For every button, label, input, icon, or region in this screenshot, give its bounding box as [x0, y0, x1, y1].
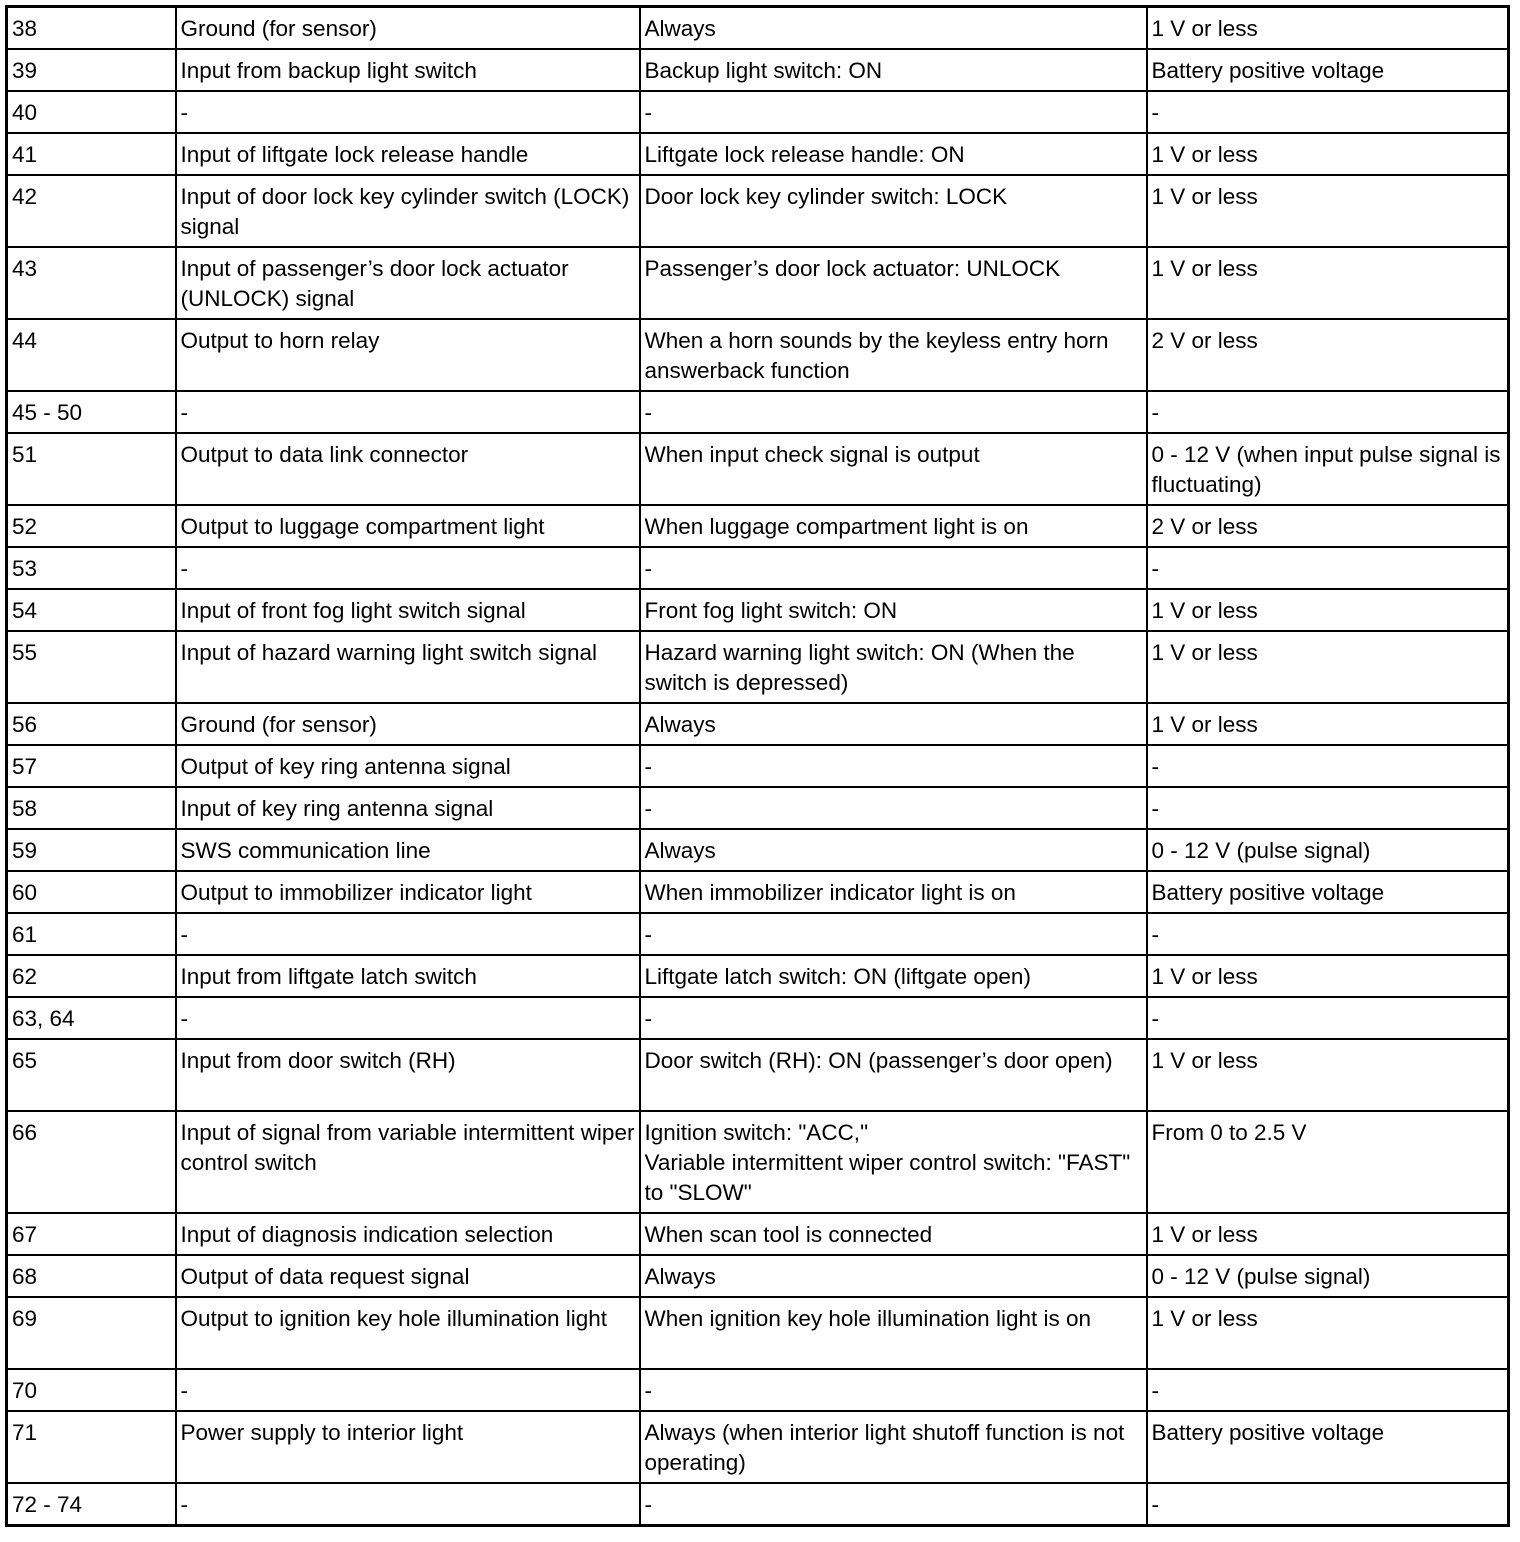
description-cell: Ground (for sensor): [176, 703, 640, 745]
voltage-cell: 1 V or less: [1147, 1297, 1509, 1369]
condition-cell: -: [640, 913, 1147, 955]
condition-cell: Liftgate latch switch: ON (liftgate open): [640, 955, 1147, 997]
voltage-cell: 1 V or less: [1147, 175, 1509, 247]
pin-number-cell: 43: [7, 247, 176, 319]
table-row: [7, 1039, 1509, 1111]
description-cell: Input of signal from variable intermittent wiper control switch: [176, 1111, 640, 1213]
pin-number-cell: 41: [7, 133, 176, 175]
condition-cell: Door lock key cylinder switch: LOCK: [640, 175, 1147, 247]
description-cell: -: [176, 91, 640, 133]
description-cell: Ground (for sensor): [176, 7, 640, 50]
condition-cell: Hazard warning light switch: ON (When the switch is depressed): [640, 631, 1147, 703]
pin-number-cell: 66: [7, 1111, 176, 1213]
table-row: [7, 589, 1509, 631]
voltage-cell: -: [1147, 1369, 1509, 1411]
table-row: [7, 1213, 1509, 1255]
table-row: [7, 91, 1509, 133]
description-cell: Input from backup light switch: [176, 49, 640, 91]
pin-number-cell: 55: [7, 631, 176, 703]
pin-number-cell: 62: [7, 955, 176, 997]
table-row: [7, 505, 1509, 547]
table-row: [7, 319, 1509, 391]
pin-number-cell: 54: [7, 589, 176, 631]
condition-cell: When scan tool is connected: [640, 1213, 1147, 1255]
description-cell: Output to horn relay: [176, 319, 640, 391]
table-row: [7, 829, 1509, 871]
voltage-cell: -: [1147, 787, 1509, 829]
condition-cell: Front fog light switch: ON: [640, 589, 1147, 631]
table-row: [7, 1411, 1509, 1483]
table-row: [7, 433, 1509, 505]
condition-cell: When ignition key hole illumination light is on: [640, 1297, 1147, 1369]
description-cell: Output to immobilizer indicator light: [176, 871, 640, 913]
voltage-cell: -: [1147, 391, 1509, 433]
pin-number-cell: 52: [7, 505, 176, 547]
description-cell: Input of door lock key cylinder switch (LOCK) signal: [176, 175, 640, 247]
table-row: [7, 175, 1509, 247]
voltage-cell: 1 V or less: [1147, 7, 1509, 50]
condition-cell: -: [640, 547, 1147, 589]
voltage-cell: From 0 to 2.5 V: [1147, 1111, 1509, 1213]
condition-cell: -: [640, 745, 1147, 787]
pin-number-cell: 40: [7, 91, 176, 133]
table-row: [7, 1369, 1509, 1411]
table-row: [7, 745, 1509, 787]
voltage-cell: 0 - 12 V (pulse signal): [1147, 1255, 1509, 1297]
voltage-cell: 0 - 12 V (pulse signal): [1147, 829, 1509, 871]
condition-cell: -: [640, 91, 1147, 133]
table-row: [7, 871, 1509, 913]
pin-number-cell: 63, 64: [7, 997, 176, 1039]
condition-cell: Door switch (RH): ON (passenger’s door open): [640, 1039, 1147, 1111]
voltage-cell: 2 V or less: [1147, 319, 1509, 391]
pin-number-cell: 72 - 74: [7, 1483, 176, 1526]
condition-cell: -: [640, 997, 1147, 1039]
table-row: [7, 547, 1509, 589]
condition-cell: Ignition switch: "ACC," Variable intermittent wiper control switch: "FAST" to "SLOW": [640, 1111, 1147, 1213]
condition-cell: When luggage compartment light is on: [640, 505, 1147, 547]
pin-number-cell: 71: [7, 1411, 176, 1483]
condition-cell: Always: [640, 703, 1147, 745]
voltage-cell: 1 V or less: [1147, 955, 1509, 997]
table-row: [7, 49, 1509, 91]
voltage-cell: 0 - 12 V (when input pulse signal is fluctuating): [1147, 433, 1509, 505]
table-row: [7, 787, 1509, 829]
table-row: [7, 7, 1509, 50]
pin-voltage-table: [5, 5, 1510, 1527]
voltage-cell: -: [1147, 913, 1509, 955]
description-cell: -: [176, 1483, 640, 1526]
table-row: [7, 1483, 1509, 1526]
voltage-cell: Battery positive voltage: [1147, 49, 1509, 91]
condition-cell: Always: [640, 1255, 1147, 1297]
description-cell: Input from liftgate latch switch: [176, 955, 640, 997]
condition-cell: When input check signal is output: [640, 433, 1147, 505]
voltage-cell: -: [1147, 1483, 1509, 1526]
pin-number-cell: 42: [7, 175, 176, 247]
description-cell: Output to ignition key hole illumination light: [176, 1297, 640, 1369]
condition-cell: Always: [640, 829, 1147, 871]
pin-number-cell: 60: [7, 871, 176, 913]
condition-cell: -: [640, 1369, 1147, 1411]
condition-cell: -: [640, 391, 1147, 433]
pin-number-cell: 58: [7, 787, 176, 829]
voltage-cell: -: [1147, 91, 1509, 133]
table-row: [7, 1111, 1509, 1213]
table-row: [7, 955, 1509, 997]
pin-number-cell: 68: [7, 1255, 176, 1297]
pin-number-cell: 56: [7, 703, 176, 745]
pin-number-cell: 59: [7, 829, 176, 871]
table-row: [7, 631, 1509, 703]
description-cell: Input of key ring antenna signal: [176, 787, 640, 829]
description-cell: Input of passenger’s door lock actuator (UNLOCK) signal: [176, 247, 640, 319]
voltage-cell: 1 V or less: [1147, 589, 1509, 631]
description-cell: Input of front fog light switch signal: [176, 589, 640, 631]
table-row: [7, 703, 1509, 745]
voltage-cell: 1 V or less: [1147, 247, 1509, 319]
voltage-cell: Battery positive voltage: [1147, 1411, 1509, 1483]
pin-number-cell: 51: [7, 433, 176, 505]
voltage-cell: 1 V or less: [1147, 631, 1509, 703]
voltage-cell: -: [1147, 745, 1509, 787]
condition-cell: Always: [640, 7, 1147, 50]
pin-number-cell: 45 - 50: [7, 391, 176, 433]
table-row: [7, 391, 1509, 433]
voltage-cell: -: [1147, 547, 1509, 589]
condition-cell: When immobilizer indicator light is on: [640, 871, 1147, 913]
table-row: [7, 997, 1509, 1039]
table-row: [7, 133, 1509, 175]
pin-number-cell: 39: [7, 49, 176, 91]
description-cell: Output of key ring antenna signal: [176, 745, 640, 787]
voltage-cell: Battery positive voltage: [1147, 871, 1509, 913]
table-row: [7, 913, 1509, 955]
condition-cell: -: [640, 1483, 1147, 1526]
condition-cell: When a horn sounds by the keyless entry horn answerback function: [640, 319, 1147, 391]
table-body: [7, 7, 1509, 1526]
description-cell: Input of hazard warning light switch signal: [176, 631, 640, 703]
table-row: [7, 247, 1509, 319]
voltage-cell: 1 V or less: [1147, 1039, 1509, 1111]
pin-number-cell: 57: [7, 745, 176, 787]
condition-cell: Always (when interior light shutoff function is not operating): [640, 1411, 1147, 1483]
description-cell: -: [176, 913, 640, 955]
description-cell: Output of data request signal: [176, 1255, 640, 1297]
voltage-cell: 1 V or less: [1147, 1213, 1509, 1255]
description-cell: SWS communication line: [176, 829, 640, 871]
pin-number-cell: 69: [7, 1297, 176, 1369]
description-cell: -: [176, 1369, 640, 1411]
table-row: [7, 1297, 1509, 1369]
condition-cell: Backup light switch: ON: [640, 49, 1147, 91]
voltage-cell: 1 V or less: [1147, 133, 1509, 175]
description-cell: Input of liftgate lock release handle: [176, 133, 640, 175]
condition-cell: Liftgate lock release handle: ON: [640, 133, 1147, 175]
condition-cell: -: [640, 787, 1147, 829]
pin-number-cell: 67: [7, 1213, 176, 1255]
voltage-cell: 1 V or less: [1147, 703, 1509, 745]
voltage-cell: 2 V or less: [1147, 505, 1509, 547]
pin-number-cell: 70: [7, 1369, 176, 1411]
description-cell: -: [176, 547, 640, 589]
description-cell: Output to luggage compartment light: [176, 505, 640, 547]
pin-number-cell: 53: [7, 547, 176, 589]
pin-number-cell: 38: [7, 7, 176, 50]
description-cell: -: [176, 391, 640, 433]
description-cell: Output to data link connector: [176, 433, 640, 505]
pin-number-cell: 65: [7, 1039, 176, 1111]
description-cell: Power supply to interior light: [176, 1411, 640, 1483]
voltage-cell: -: [1147, 997, 1509, 1039]
condition-cell: Passenger’s door lock actuator: UNLOCK: [640, 247, 1147, 319]
table-row: [7, 1255, 1509, 1297]
pin-number-cell: 44: [7, 319, 176, 391]
pin-number-cell: 61: [7, 913, 176, 955]
description-cell: Input of diagnosis indication selection: [176, 1213, 640, 1255]
description-cell: Input from door switch (RH): [176, 1039, 640, 1111]
description-cell: -: [176, 997, 640, 1039]
